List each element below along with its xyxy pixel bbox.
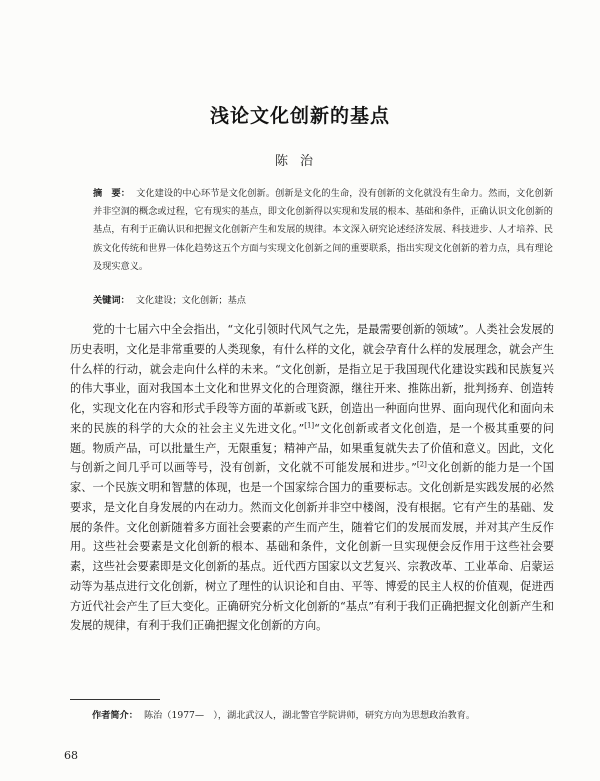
author-footnote — [92, 707, 554, 725]
footnote-label: 作者简介： — [92, 710, 138, 721]
page-number: 68 — [64, 749, 78, 762]
abstract-text: 文化建设的中心环节是文化创新。创新是文化的生命，没有创新的文化就没有生命力。然而，文化创新并非空洞的概念或过程，它有现实的基点，即文化创新得以实现和发展的根本、基础和条件，正确认识文化创新的基点，有利于正确认识和把握文化创新产生和发展的规律。本文深入研究论述经济发展、科技进步、人才培养、民族文化传统和世界一体化趋势这五个方面与实现文化创新之间的重要联系，指出实现文化创新的着力点，具有理论及现实意义。 — [93, 188, 554, 272]
keywords — [93, 293, 553, 309]
body-text-segment-1: 党的十七届六中全会指出，“文化引领时代风气之先，是最需要创新的领域”。人类社会发展的历史表明，文化是非常重要的人类现象，有什么样的文化，就会孕育什么样的发展理念，就会产生什么样的行动，就会走向什么样的未来。“文化创新，是指立足于我国现代化建设实践和民族复兴的伟大事业，面对我国本土文化和世界文化的合理资源，继往开来、推陈出新，批判扬弃、创造转化，实现文化在内容和形式手段等方面的革新或飞跃，创造出一种面向世界、面向现代化和面向未来的民族的科学的大众的社会主义先进文化。” — [70, 323, 554, 435]
footnote-text: 陈治（1977— ），湖北武汉人，湖北警官学院讲师，研究方向为思想政治教育。 — [143, 710, 476, 721]
body-text-segment-3: 文化创新的能力是一个国家、一个民族文明和智慧的体现，也是一个国家综合国力的重要标志。文化创新是实践发展的必然要求，是文化自身发展的内在动力。然而文化创新并非空中楼阁，没有根据。它有产生的基础、发展的条件。文化创新随着多方面社会要素的产生而产生，随着它们的发展而发展，并对其产生反作用。这些社会要素是文化创新的根本、基础和条件，文化创新一旦实现便会反作用于这些社会要素，这些社会要素即是文化创新的基点。近代西方国家以文艺复兴、宗教改革、工业革命、启蒙运动等为基点进行文化创新，树立了理性的认识论和自由、平等、博爱的民主人权的价值观，促进西方近代社会产生了巨大变化。正确研究分析文化创新的“基点”有利于我们正确把握文化创新产生和发展的规律，有利于我们正确把握文化创新的方向。 — [70, 461, 554, 633]
abstract-label: 摘 要： — [93, 188, 131, 199]
article-body — [70, 320, 554, 636]
article-title: 浅论文化创新的基点 — [209, 105, 390, 127]
keywords-label: 关键词： — [93, 295, 130, 306]
body-text-segment-2: “文化创新或者文化创造，是一个极其重要的问题。物质产品，可以批量生产，无限重复；精神产品，如果重复就失去了价值和意义。因此，文化与创新之间几乎可以画等号，没有创新，文化就不可能发展和进步。” — [70, 421, 554, 475]
author-name: 陈治 — [274, 154, 325, 169]
body-paragraph — [70, 320, 554, 636]
abstract — [93, 185, 553, 276]
keywords-text: 文化建设；文化创新；基点 — [135, 295, 246, 306]
citation-2: [2] — [416, 460, 427, 469]
footnote-divider — [70, 699, 160, 700]
citation-1: [1] — [304, 421, 315, 430]
